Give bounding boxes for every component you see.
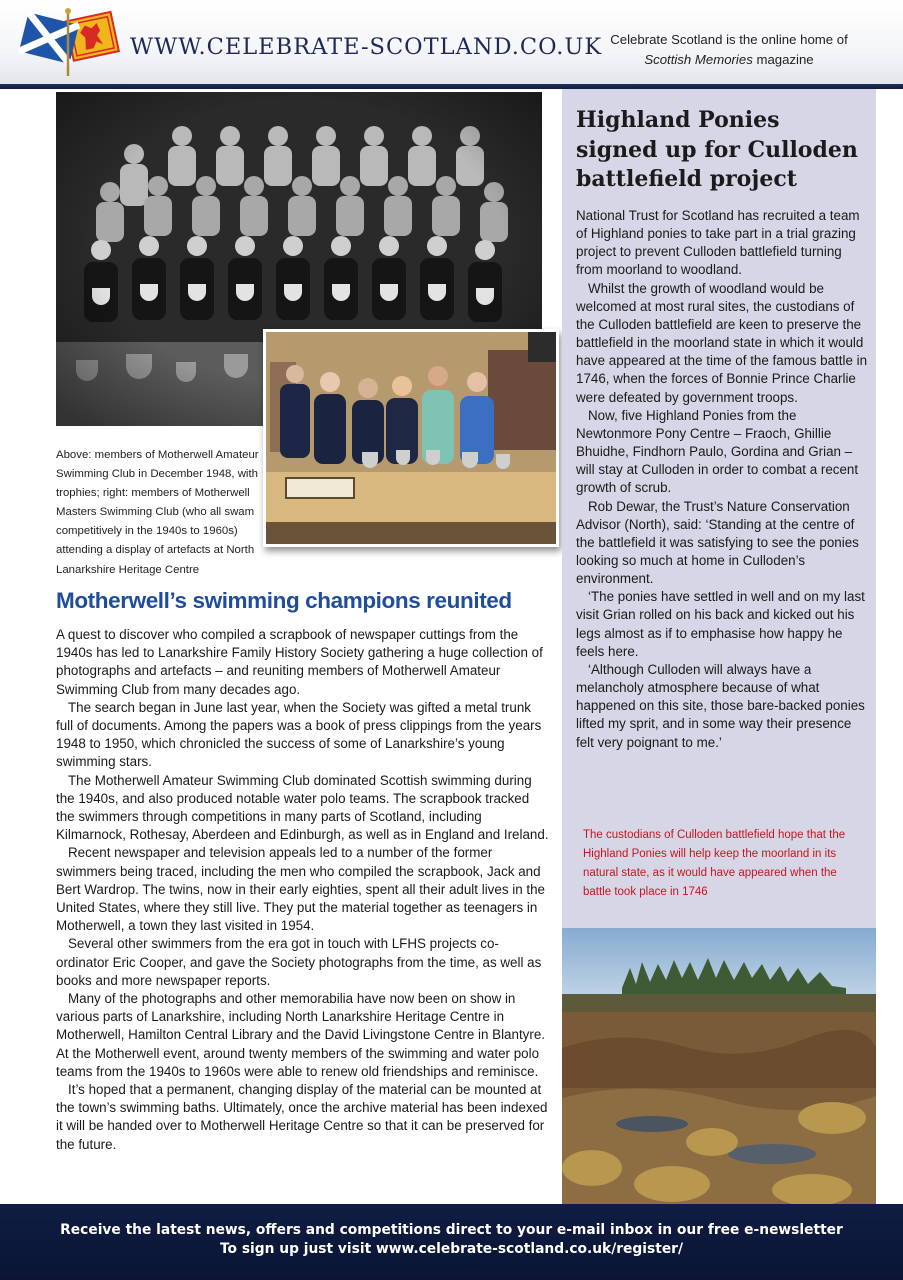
swimming-paragraph: It’s hoped that a permanent, changing display of the material can be mounted at the town’s swimming baths. Ultimately, once the archive material has been indexed it will be handed over to Motherwell Heritage Centre so that it can be preserved for the future. [56, 1082, 548, 1152]
tagline-line2 [588, 50, 870, 70]
swimming-paragraph: Several other swimmers from the era got in touch with LFHS projects co-ordinator Eric Cooper, and gave the Society photographs from the time, as well as books and more newspaper reports. [56, 936, 542, 988]
masters-club-display-photo [263, 329, 559, 547]
ponies-caption: The custodians of Culloden battlefield hope that the Highland Ponies will help keep the moorland in its natural state, as it would have appeared when the battle took place in 1746 [583, 829, 846, 898]
ponies-paragraph: Now, five Highland Ponies from the Newtonmore Pony Centre – Fraoch, Ghillie Bhuidhe, Findhorn Paulo, Gordina and Grian – will stay at Culloden in order to combat a recent growth of scrub. [576, 407, 859, 496]
saltire-lion-logo-icon [14, 6, 122, 78]
culloden-moorland-photo [562, 928, 876, 1204]
newsletter-register-link[interactable]: To sign up just visit www.celebrate-scotland.co.uk/register/ [219, 1241, 684, 1257]
swimming-paragraph: Many of the photographs and other memorabilia have now been on show in various parts of Lanarkshire, including North Lanarkshire Heritage Centre in Motherwell, Hamilton Central Library and the David Livingstone Centre in Blantyre. At the Motherwell event, around twenty members of the swimming and water polo teams from the 1940s to 1960s were able to renew old friendships and reminisce. [56, 991, 545, 1079]
tagline-line1: Celebrate Scotland is the online home of [610, 32, 848, 47]
ponies-article-heading: Highland Ponies signed up for Culloden battlefield project [576, 107, 858, 192]
site-url[interactable]: WWW.CELEBRATE-SCOTLAND.CO.UK [130, 34, 603, 60]
swimming-article-body [56, 626, 550, 1154]
tagline-suffix: magazine [752, 52, 814, 67]
swimming-paragraph: A quest to discover who compiled a scrapbook of newspaper cuttings from the 1940s has led to Lanarkshire Family History Society gathering a huge collection of photographs and artefacts – and reuniting members of Motherwell Amateur Swimming Club from many decades ago. [56, 627, 543, 697]
swimming-article-heading: Motherwell’s swimming champions reunited [56, 588, 512, 613]
ponies-article-body [576, 207, 868, 752]
ponies-paragraph: ‘The ponies have settled in well and on my last visit Grian rolled on his back and kicked out his legs almost as if to emphasise how happy he feels here. [576, 589, 865, 659]
newsletter-promo-text: Receive the latest news, offers and competitions direct to your e-mail inbox in our free e-newsletter [60, 1222, 843, 1238]
swimming-paragraph: The Motherwell Amateur Swimming Club dominated Scottish swimming during the 1940s, and also produced notable water polo teams. The scrapbook tracked the swimmers through competitions in many parts of Scotland, including Kilmarnock, Rothesay, Aberdeen and Edinburgh, as well as in England and Ireland. [56, 772, 549, 843]
masters-club-display-illustration [266, 332, 556, 544]
swimming-paragraph: The search began in June last year, when the Society was gifted a metal trunk full of documents. Among the papers was a book of press clippings from the years 1948 to 1950, which chronicled the success of some of Lanarkshire’s young swimming stars. [56, 699, 542, 770]
magazine-name: Scottish Memories [644, 52, 753, 67]
swimming-paragraph: Recent newspaper and television appeals led to a number of the former swimmers being traced, including the men who compiled the scrapbook, Jack and Bert Wardrop. The twins, now in their early eighties, spent all their adult lives in the United States, where they still live. They put the material together as teenagers in Motherwell, a town they last visited in 1954. [56, 845, 545, 934]
ponies-paragraph: Rob Dewar, the Trust’s Nature Conservation Advisor (North), said: ‘Standing at the centre of the battlefield it was satisfying to see the ponies looking so much at home in Culloden’s environment. [576, 498, 859, 587]
ponies-paragraph: National Trust for Scotland has recruited a team of Highland ponies to take part in a trial grazing project to prevent Culloden battlefield turning from moorland to woodland. [576, 208, 860, 278]
culloden-moorland-illustration [562, 928, 876, 1204]
page-header [0, 0, 903, 86]
tagline [588, 30, 870, 70]
photo-caption: Above: members of Motherwell Amateur Swimming Club in December 1948, with trophies; right: members of Motherwell Masters Swimming Club (who all swam competitively in the 1940s to 1960s) attending a display of artefacts at North Lanarkshire Heritage Centre [56, 449, 259, 576]
ponies-paragraph: Whilst the growth of woodland would be welcomed at most rural sites, the custodians of the Culloden battlefield are keen to preserve the battlefield in the moorland state in which it would have appeared at the time of the famous battle in 1746, when the forces of Bonnie Prince Charlie were defeated by government troops. [576, 280, 868, 405]
ponies-paragraph: ‘Although Culloden will always have a melancholy atmosphere because of what happened on this site, those bare-backed ponies lifted my sprit, and in some way their presence felt very poignant to me.’ [576, 661, 865, 750]
newsletter-footer [0, 1204, 903, 1280]
